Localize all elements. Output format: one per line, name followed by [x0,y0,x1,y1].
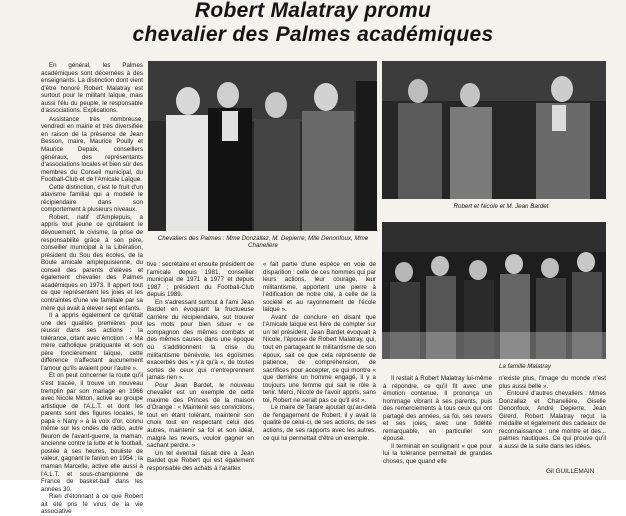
paragraph: Cette distinction, c'est le fruit d'un atavisme familial qui a modelé le récipiendaire dans son comportement à plusieurs niveaux. [41,183,143,214]
headline-line-1: Robert Malatray promu [194,0,432,22]
paragraph: Et on peut concerner la route qu'il s'est tracée, il trouve un nouveau tremplin par son mariage en 1966 avec Nicole Mitton, active au groupe artistique de l'A.L.T. et dont les parents sont des figures locales, le papa « Nany » à la voix d'or, connu même sur les ondes de radio, autre fleuron de l'avant-guerre, la maman, ancienne contre la lutte et le football, postée à ses heures, bouliste de valeur, gagnant le fanion en 1954 ; la maman Marcelle, active elle aussi à l'A.L.T. et sous-championne de France de basket-ball dans les années 30. [41,372,143,493]
paragraph: Robert, natif d'Amplepuis, a appris tout jeune ce qu'étaient le dévouement, le civisme, la prise de responsabilité grâce à son père, conseiller municipal à la Libération, président du Sou des écoles, de la Boule amicale amplepuisienne, du conseil des parents d'élèves et également chevalier des Palmes académiques en 1973. Il appert tout ce que représentent les joies et les contraintes d'une vie familiale par sa mère qui avait à élever sept enfants. [41,213,143,312]
photo-famille-image [382,222,606,359]
paragraph: En s'adressant surtout à l'ami Jean Bardet en évoquant la fructueuse carrière du récipiendaire, sut trouver les mots pour bien situer « ce compagnon des mêmes combats et des mêmes causes dans une époque où s'additionnent la crise du militantisme bénévole, les égoïsmes exacerbés des « y'a qu'à », de toutes sortes de ceux qui n'entreprennent jamais rien ». [147,298,254,382]
caption-robert-nicole: Robert et Nicole et M. Jean Bardet [453,203,549,210]
paragraph: Avant de conclure en disant que l'Amicale laïque est fière de compter sur un tel président, Jean Bardet évoquait à Nicole, l'épouse de Robert Malatray, qui, tout en partageant le militantisme de son époux, sait ce que cela représente de patience, de compréhension, de sacrifices pour accepter, ce qui montre « que derrière un homme engagé, il y a toujours une femme qui sait le rôle à tenir. Merci, Nicole de l'avoir appris, sans toi, Robert ne serait pas ce qu'il est ». [263,313,376,404]
headline-line-2: chevalier des Palmes académiques [132,23,494,46]
paragraph: n'existe plus, l'image du monde n'est plus aussi belle ». [499,375,606,390]
photo-robert-nicole-bardet [382,61,606,199]
article-column-2 [147,261,254,480]
paragraph: Il terminait en soulignant « que pour lui la tolérance permettait de grandes choses, que quand elle [383,442,492,466]
paragraph: « fait partie d'une espèce en voie de disparition : celle de ces hommes qui par leurs actions, leur courage, leur militantisme, apportent une pierre à l'édification de notre cité, à celle de la société et au rayonnement de l'école laïque ». [263,261,376,314]
paragraph: Il a appris également ce qu'était une des qualités premières pour réussir dans ses actions : la tolérance, citant avec émotion : « Ma mère catholique pratiquante et son père foncièrement laïque, cette différence n'affectant aucunement l'amour qu'ils avaient pour l'autre ». [41,312,143,372]
photo-credit: Gil GUILLEMAIN [546,468,595,475]
article-column-1 [41,62,143,516]
photo-chevaliers-image [148,61,377,231]
caption-famille: La famille Malatray [499,363,551,370]
paragraph: Entouré d'autres chevaliers : Mmes Donzallaz et Chanelière, Giselle Denonfoux, André Depierre, Jean Girerd, Robert Malatray reçut la médaille et également des cadeaux de reconnaissance : une montre et des... palmes nautiques. Ce qui prouve qu'il a aussi de la suite dans les idées. [499,390,606,450]
paragraph: Le maire de Tarare ajoutait qu'au-delà de l'engagement de Robert, il y avait la qualité de celui-ci, de ses actions, de ses actions, de ses rapports avec les autres, ce qui lui permettait d'être un exemple. [263,404,376,442]
paragraph: Il restait à Robert Malatray lui-même à répondre, ce qu'il fit avec une émotion contenue. Il prononça un hommage vibrant à ses parents, puis des remerciements à tous ceux qui ont partagé des années, sa foi, ses revers et ses joies, avec une fidélité remarquable, en particulier son épouse. [383,375,492,443]
photo-famille-malatray [382,222,606,359]
article-column-3 [263,261,376,480]
photo-robert-nicole-image [382,61,606,199]
paragraph: Rien d'étonnant à ce que Robert ait été pris le virus de la vie associative [41,493,143,516]
lead-paragraph: En général, les Palmes académiques sont décernées à des enseignants. La distinction dont vient d'être honoré Robert Malatray est surtout pour le militant laïque, mais aussi l'élu du peuple, le responsable d'associations. Explications. [41,62,143,115]
article-column-4 [383,375,492,480]
paragraph: Un tel éventail faisait dire à Jean Bardet que Robert qui est également responsable des achats à l'arattex [147,449,254,472]
article-column-5 [499,375,606,461]
paragraph: Assistance très nombreuse, vendredi en mairie et très diversifiée en raison de la présence de Jean Besson, maire, Maurice Poully et Maurice Depaix, conseillers généraux, des représentants d'associations locales et bien sûr des membres du Conseil municipal, du Football-Club et de l'Amicale Laïque. [41,115,143,184]
caption-chevaliers: Chevaliers des Palmes : Mme Donzallaz, M. Depierre, Mlle Denonfoux, Mme Chanelière [157,235,369,250]
photo-chevaliers [148,61,377,231]
paragraph: Pour Jean Bardet, le nouveau chevalier est un exemple de cette maxime des Princes de la maison d'Orange : « Maintenir ses convictions, tout en étant tolérant, maintenir son choix tout en respectant celui des autres, maintenir sa foi et son idéal, malgré les revers, vouloir gagner en sachant perdre. » [147,381,254,450]
paragraph: tive : secrétaire et ensuite président de l'amicale depuis 1981, conseiller municipal de 1971 à 1977 et depuis 1987 ; président du Football-Club depuis 1989. [147,261,254,299]
